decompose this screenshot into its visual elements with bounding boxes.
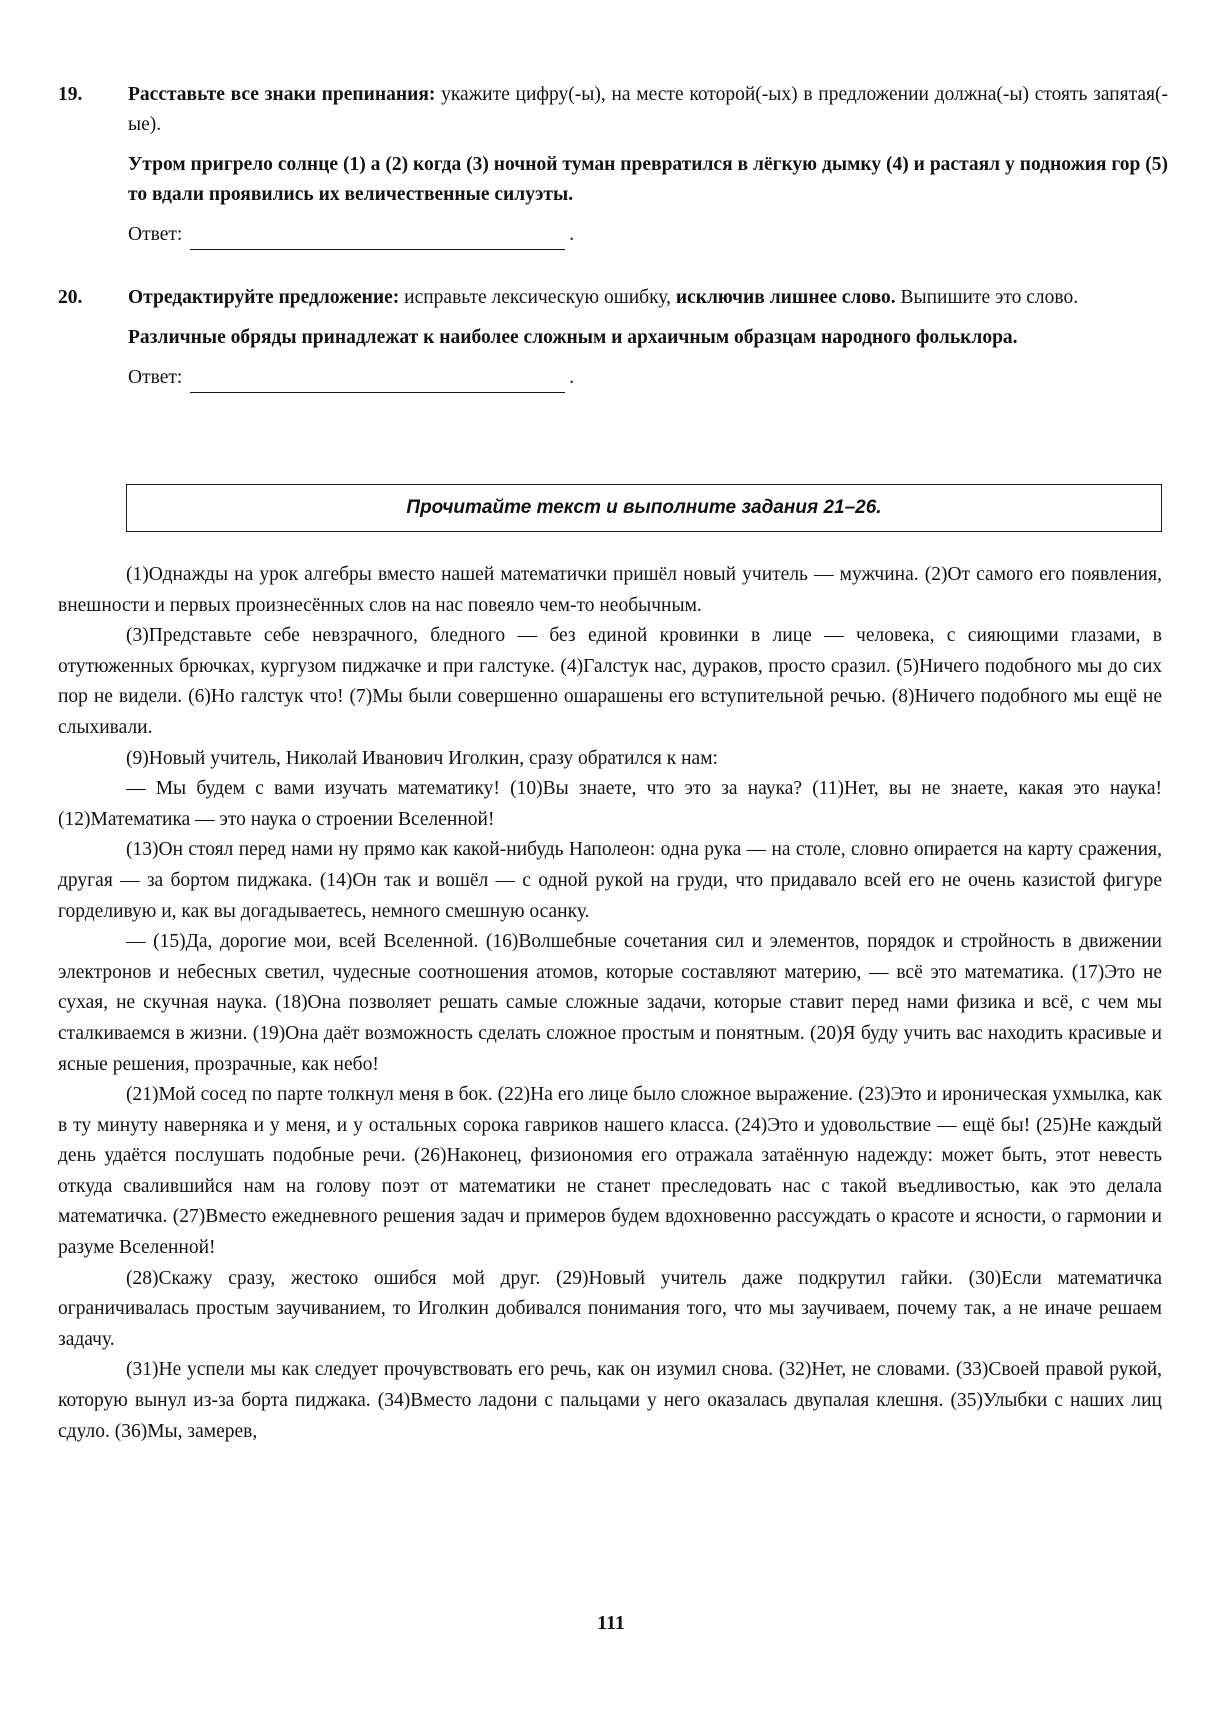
answer-label: Ответ: xyxy=(128,367,183,388)
task-sentence: Различные обряды принадлежат к наиболее сложным и архаичным образцам народного фольклора. xyxy=(128,327,1018,348)
task-number: 19. xyxy=(58,84,83,105)
instruction-text: исправьте лексическую ошибку, xyxy=(399,287,676,308)
paragraph: (9)Новый учитель, Николай Иванович Иголкин, сразу обратился к нам: xyxy=(126,747,718,769)
paragraph: — (15)Да, дорогие мои, всей Вселенной. (16)Волшебные сочетания сил и элементов, порядок и стройность в движении электронов и небесных светил, чудесные соотношения атомов, которые составляют материю, — всё это математика. (17)Это не сухая, не скучная наука. (18)Она позволяет решать самые сложные задачи, которые ставит перед нами физика и всё, с чем мы сталкиваемся в жизни. (19)Она даёт возможность сделать сложное простым и понятным. (20)Я буду учить вас находить красивые и ясные решения, прозрачные, как небо! xyxy=(58,931,1162,1075)
instruction-bold-2: исключив лишнее слово. xyxy=(675,287,896,308)
task-sentence: Утром пригрело солнце (1) а (2) когда (3) ночной туман превратился в лёгкую дымку (4) и растаял у подножия гор (5) то вдали проявились их величественные силуэты. xyxy=(128,154,1168,205)
answer-field[interactable] xyxy=(190,227,565,250)
instruction-text-2: Выпишите это слово. xyxy=(895,287,1079,308)
answer-period: . xyxy=(569,224,575,245)
task-instruction xyxy=(128,283,1168,313)
task-number: 20. xyxy=(58,287,83,308)
paragraph: (28)Скажу сразу, жестоко ошибся мой друг. (29)Новый учитель даже подкрутил гайки. (30)Если математичка ограничивалась простым заучиванием, то Иголкин добивался понимания того, что мы заучиваем, почему так, а не иначе решаем задачу. xyxy=(58,1267,1162,1350)
answer-row xyxy=(128,220,1168,250)
task-body xyxy=(128,80,1168,250)
reading-text xyxy=(58,560,1162,1447)
paragraph: (31)Не успели мы как следует прочувствовать его речь, как он изумил снова. (32)Нет, не словами. (33)Своей правой рукой, которую вынул из-за борта пиджака. (34)Вместо ладони с пальцами у него оказалась двупалая клешня. (35)Улыбки с наших лиц сдуло. (36)Мы, замерев, xyxy=(58,1359,1162,1442)
paragraph: (1)Однажды на урок алгебры вместо нашей математички пришёл новый учитель — мужчина. (2)От самого его появления, внешности и первых произнесённых слов на нас повеяло чем-то необычным. xyxy=(58,564,1162,616)
instruction-text: укажите цифру(-ы), на месте которой(-ых) в предложении должна(-ы) стоять запятая(-ые). xyxy=(128,84,1168,135)
task-body xyxy=(128,283,1168,393)
page-number: 111 xyxy=(597,1612,625,1634)
answer-row xyxy=(128,363,1168,393)
instruction-bold: Расставьте все знаки препинания: xyxy=(128,84,436,105)
paragraph: (13)Он стоял перед нами ну прямо как какой-нибудь Наполеон: одна рука — на столе, словно опирается на карту сражения, другая — за бортом пиджака. (14)Он так и вошёл — с одной рукой на груди, что придавало всей его не очень казистой фигуре горделивую и, как вы догадываетесь, немного смешную осанку. xyxy=(58,839,1162,922)
answer-field[interactable] xyxy=(190,370,565,393)
answer-label: Ответ: xyxy=(128,224,183,245)
answer-period: . xyxy=(569,367,575,388)
instruction-bold: Отредактируйте предложение: xyxy=(128,287,400,308)
task-instruction xyxy=(128,80,1168,140)
paragraph: — Мы будем с вами изучать математику! (10)Вы знаете, что это за наука? (11)Нет, вы не знаете, какая это наука! (12)Математика — это наука о строении Вселенной! xyxy=(58,778,1162,830)
paragraph: (21)Мой сосед по парте толкнул меня в бок. (22)На его лице было сложное выражение. (23)Это и ироническая ухмылка, как в ту минуту наверняка и у меня, и у остальных сорока гавриков нашего класса. (24)Это и удовольствие — ещё бы! (25)Не каждый день удаётся послушать подобные речи. (26)Наконец, физиономия его отражала затаённую надежду: может быть, этот невесть откуда свалившийся нам на голову поэт от математики не станет преследовать нас с такой въедливостью, как это делала математичка. (27)Вместо ежедневного решения задач и примеров будем вдохновенно рассуждать о красоте и ясности, о гармонии и разуме Вселенной! xyxy=(58,1084,1162,1259)
paragraph: (3)Представьте себе невзрачного, бледного — без единой кровинки в лице — человека, с сияющими глазами, в отутюженных брючках, кургузом пиджачке и при галстуке. (4)Галстук нас, дураков, просто сразил. (5)Ничего подобного мы до сих пор не видели. (6)Но галстук что! (7)Мы были совершенно ошарашены его вступительной речью. (8)Ничего подобного мы ещё не слыхивали. xyxy=(58,625,1162,738)
reading-banner: Прочитайте текст и выполните задания 21–26. xyxy=(126,484,1162,532)
